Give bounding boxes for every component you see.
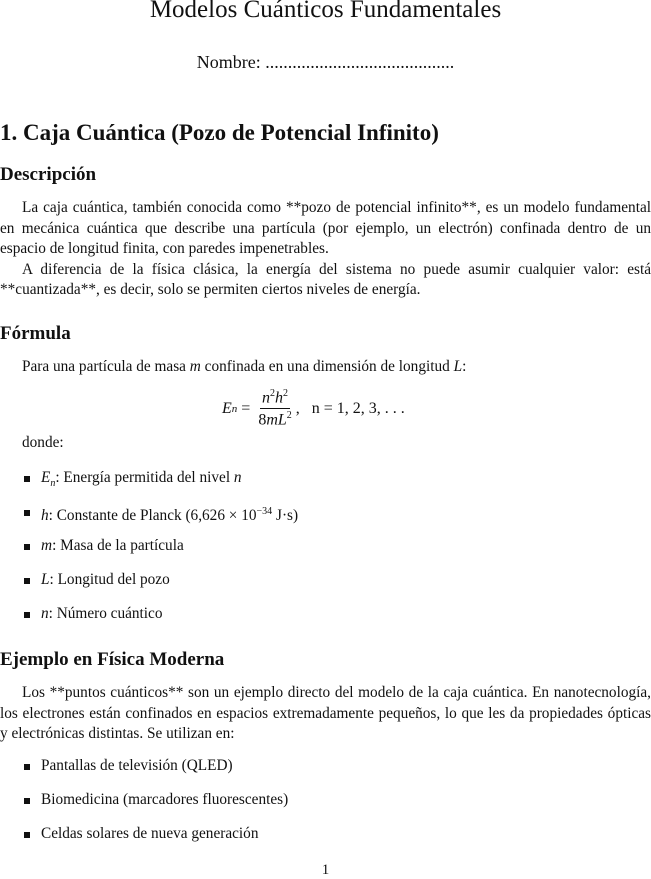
var-tail: n: [233, 469, 242, 486]
var-exp: −34: [256, 506, 273, 517]
descripcion-paragraph-2: A diferencia de la física clásica, la energía del sistema no puede asumir cualquier valor: está **cuantizada**, es decir, solo se permiten ciertos niveles de energía.: [0, 260, 651, 298]
intro-length-symbol: L: [453, 358, 463, 375]
formula-heading: Fórmula: [0, 323, 71, 344]
formula-intro: [22, 358, 466, 376]
list-item: [22, 536, 298, 570]
ejemplo-paragraph: Los **puntos cuánticos** son un ejemplo directo del modelo de la caja cuántica. En nanotecnología, los electrones están confinados en espacios extremadamente pequeños, lo que les da propiedades ópticas y electrónicas distintas. Se utilizan en:: [0, 684, 651, 742]
var-text: : Energía permitida del nivel: [55, 469, 234, 486]
numerator-n-exp: 2: [270, 388, 276, 399]
var-tail: J·s): [272, 507, 299, 525]
bullet-icon: [24, 510, 30, 516]
var-text: : Masa de la partícula: [52, 537, 184, 554]
section-heading: 1. Caja Cuántica (Pozo de Potencial Infinito): [0, 120, 439, 145]
donde-label: donde:: [22, 434, 64, 451]
descripcion-text: [0, 198, 651, 301]
bullet-icon: [24, 798, 30, 804]
formula-condition: , n = 1, 2, 3, . . .: [295, 399, 405, 417]
formula-fraction: [258, 388, 291, 430]
bullet-icon: [24, 544, 30, 550]
bullet-icon: [24, 476, 30, 482]
formula-equals: =: [241, 399, 251, 417]
item-text: Biomedicina (marcadores fluorescentes): [41, 791, 289, 808]
nombre-field: Nombre: ..........................................: [196, 52, 455, 72]
intro-suffix: :: [462, 358, 467, 375]
descripcion-heading: Descripción: [0, 164, 97, 185]
ejemplo-heading: Ejemplo en Física Moderna: [0, 649, 225, 670]
numerator-n: n: [262, 389, 271, 407]
bullet-icon: [24, 764, 30, 770]
var-symbol: E: [41, 469, 51, 486]
item-text: Pantallas de televisión (QLED): [41, 757, 233, 774]
numerator-h-exp: 2: [283, 388, 289, 399]
formula-lhs: E: [222, 399, 232, 417]
list-item: [22, 824, 288, 858]
denominator-prefix: 8: [258, 411, 267, 429]
descripcion-paragraph-1: La caja cuántica, también conocida como **pozo de potencial infinito**, es un modelo fundamental en mecánica cuántica que describe una partícula (por ejemplo, un electrón) confinada dentro de un espacio de longitud finita, con paredes impenetrables.: [0, 199, 651, 257]
var-sub: n: [50, 478, 56, 490]
bullet-icon: [24, 612, 30, 618]
var-symbol: L: [41, 571, 50, 588]
application-list: [22, 756, 288, 858]
bullet-icon: [24, 578, 30, 584]
intro-prefix: Para una partícula de masa: [22, 358, 190, 375]
denominator-exp: 2: [286, 410, 292, 422]
list-item: [22, 570, 298, 604]
ejemplo-text: [0, 683, 651, 745]
formula-lhs-sub: n: [231, 402, 238, 415]
var-symbol: n: [41, 605, 49, 622]
var-symbol: h: [41, 507, 49, 525]
formula-numerator: [260, 388, 290, 409]
var-text: : Constante de Planck (6,626 × 10: [48, 507, 257, 525]
numerator-h: h: [275, 389, 284, 407]
item-text: Celdas solares de nueva generación: [41, 825, 259, 842]
formula-denominator: [258, 409, 291, 429]
variable-list: [22, 468, 298, 638]
page-number: 1: [321, 862, 330, 878]
list-item: [22, 756, 288, 790]
intro-middle: confinada en una dimensión de longitud: [200, 358, 454, 375]
var-text: : Longitud del pozo: [49, 571, 170, 588]
var-symbol: m: [41, 537, 53, 554]
list-item: [22, 502, 298, 536]
list-item: [22, 604, 298, 638]
intro-mass-symbol: m: [189, 358, 201, 375]
denominator-L: L: [277, 411, 287, 429]
var-text: : Número cuántico: [48, 605, 163, 622]
bullet-icon: [24, 832, 30, 838]
energy-formula: [222, 388, 405, 430]
document-title: Modelos Cuánticos Fundamentales: [149, 0, 502, 23]
denominator-m: m: [266, 411, 278, 429]
list-item: [22, 790, 288, 824]
list-item: [22, 468, 298, 502]
